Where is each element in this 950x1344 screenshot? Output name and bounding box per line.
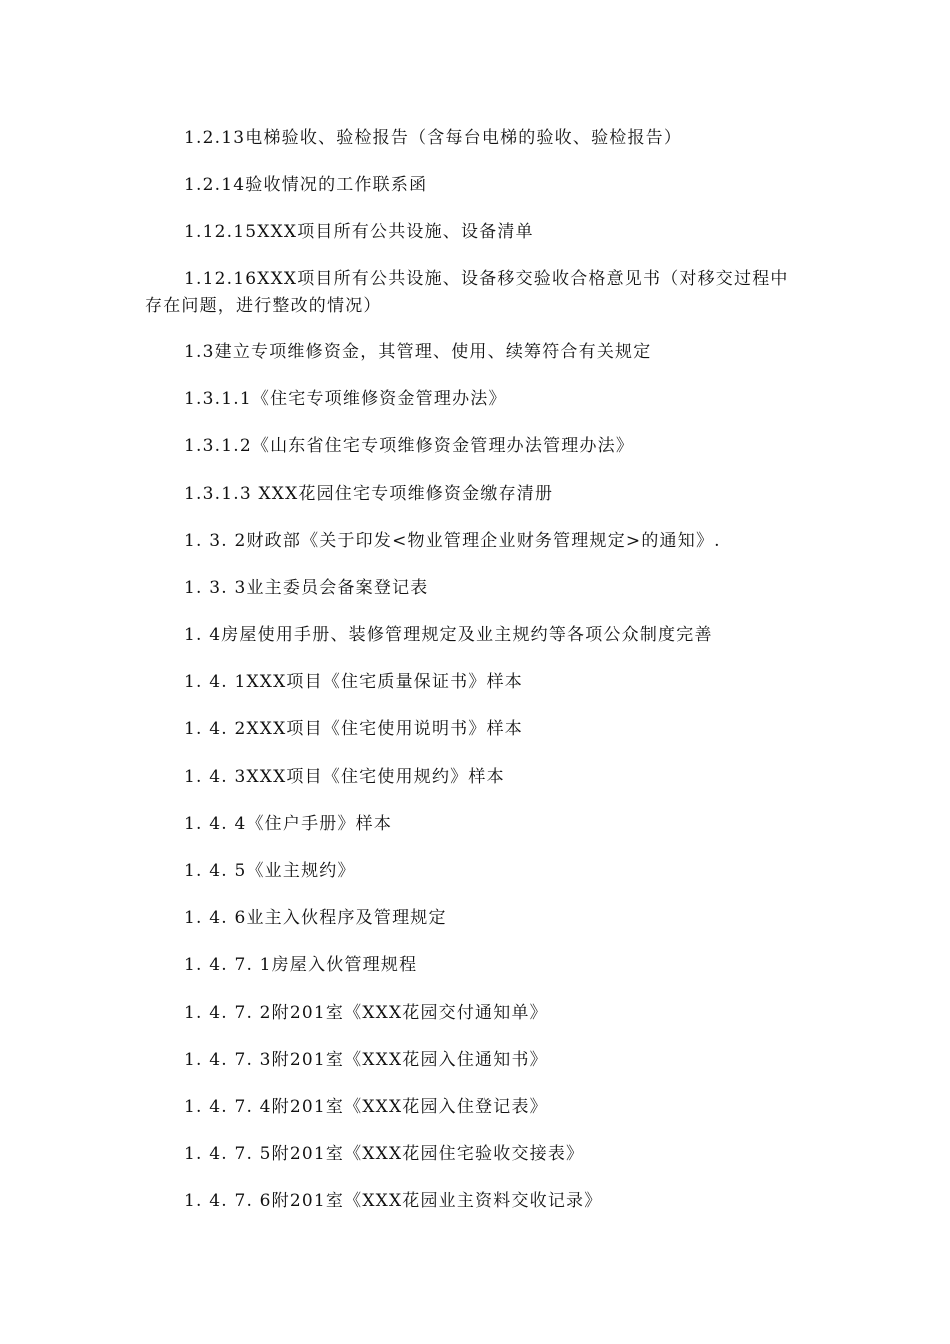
- outline-item-1-3-3: 1. 3. 3业主委员会备案登记表: [184, 578, 429, 598]
- outline-item-1-3-2: 1. 3. 2财政部《关于印发<物业管理企业财务管理规定>的通知》.: [184, 531, 721, 551]
- outline-item-1-4-7-1: 1. 4. 7. 1房屋入伙管理规程: [184, 955, 418, 975]
- outline-item-1-4-2: 1. 4. 2XXX项目《住宅使用说明书》样本: [184, 719, 523, 739]
- outline-item-1-3-1-3: 1.3.1.3 XXX花园住宅专项维修资金缴存清册: [184, 484, 554, 504]
- outline-item-1-4-6: 1. 4. 6业主入伙程序及管理规定: [184, 908, 447, 928]
- outline-item-1-4-4: 1. 4. 4《住户手册》样本: [184, 814, 393, 834]
- outline-item-1-3-1-2: 1.3.1.2《山东省住宅专项维修资金管理办法管理办法》: [184, 436, 635, 456]
- outline-item-1-4-3: 1. 4. 3XXX项目《住宅使用规约》样本: [184, 767, 505, 787]
- outline-item-1-3: 1.3建立专项维修资金，其管理、使用、续筹符合有关规定: [184, 342, 652, 362]
- outline-item-1-4-7-5: 1. 4. 7. 5附201室《XXX花园住宅验收交接表》: [184, 1144, 585, 1164]
- outline-item-1-4-1: 1. 4. 1XXX项目《住宅质量保证书》样本: [184, 672, 523, 692]
- outline-item-1-4-7-4: 1. 4. 7. 4附201室《XXX花园入住登记表》: [184, 1097, 548, 1117]
- outline-item-1-4-5: 1. 4. 5《业主规约》: [184, 861, 356, 881]
- outline-item-1-12-16: 1.12.16XXX项目所有公共设施、设备移交验收合格意见书（对移交过程中存在问题，进行整改的情况）: [145, 269, 789, 316]
- outline-item-1-2-13: 1.2.13电梯验收、验检报告（含每台电梯的验收、验检报告）: [184, 128, 683, 148]
- outline-item-1-4-7-2: 1. 4. 7. 2附201室《XXX花园交付通知单》: [184, 1003, 548, 1023]
- outline-item-1-3-1-1: 1.3.1.1《住宅专项维修资金管理办法》: [184, 389, 507, 409]
- outline-item-1-2-14: 1.2.14验收情况的工作联系函: [184, 175, 428, 195]
- outline-item-1-4-7-6: 1. 4. 7. 6附201室《XXX花园业主资料交收记录》: [184, 1191, 603, 1211]
- outline-item-1-12-15: 1.12.15XXX项目所有公共设施、设备清单: [184, 222, 534, 242]
- outline-item-1-4-7-3: 1. 4. 7. 3附201室《XXX花园入住通知书》: [184, 1050, 548, 1070]
- outline-item-1-4: 1. 4房屋使用手册、装修管理规定及业主规约等各项公众制度完善: [184, 625, 713, 645]
